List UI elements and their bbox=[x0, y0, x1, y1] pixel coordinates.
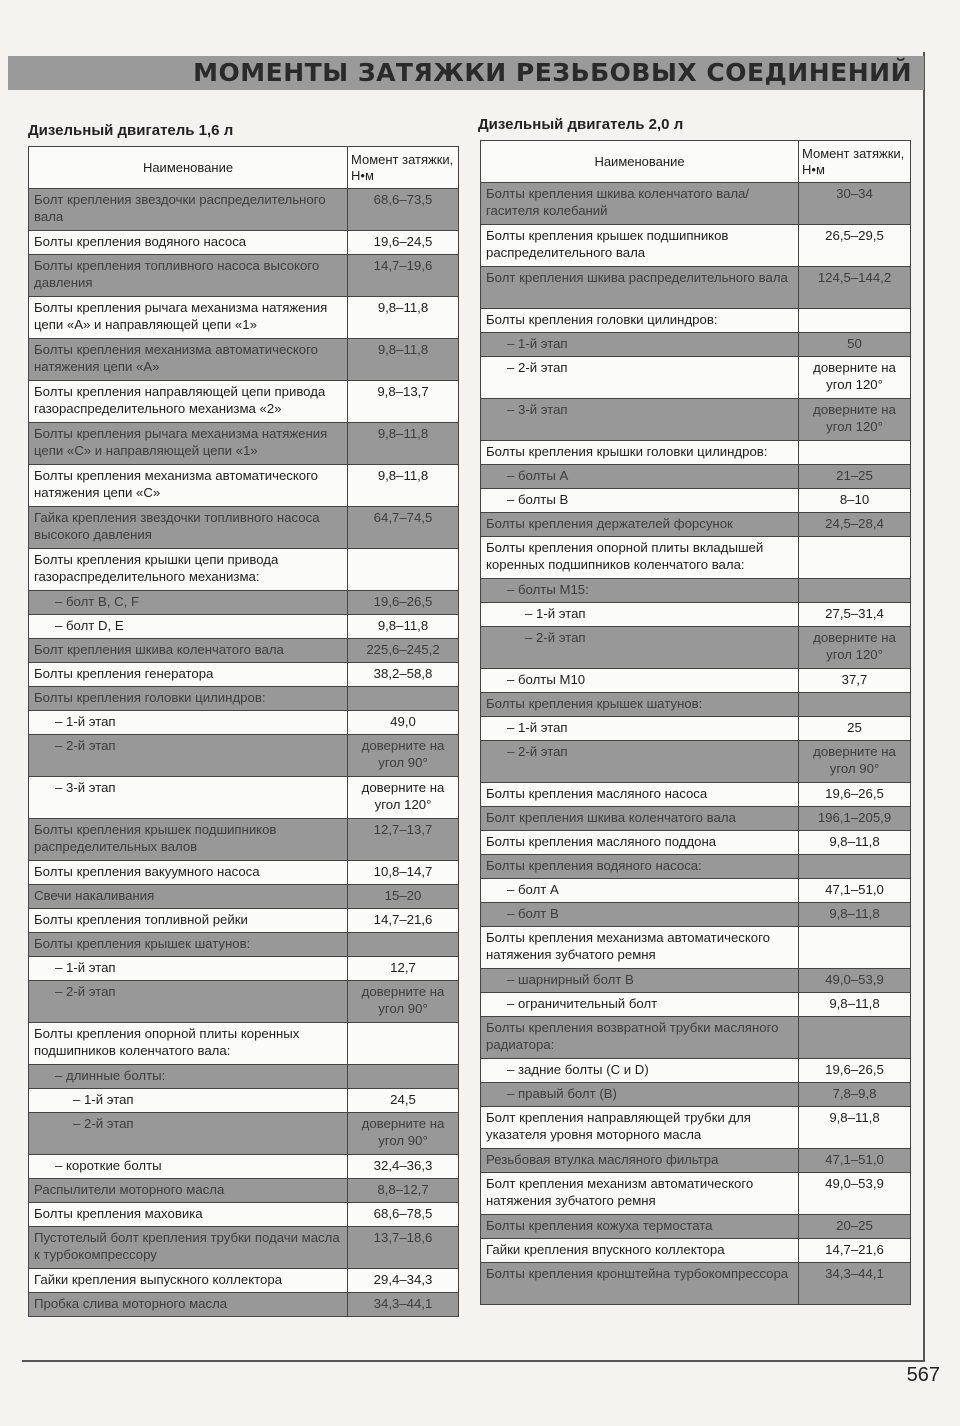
row-torque-value bbox=[799, 1017, 911, 1059]
row-torque-value: 64,7–74,5 bbox=[348, 507, 459, 549]
row-name: Болты крепления возвратной трубки масляного радиатора: bbox=[481, 1017, 799, 1059]
table-row bbox=[481, 1083, 911, 1107]
row-torque-value: 8–10 bbox=[799, 489, 911, 513]
table-row bbox=[29, 1269, 459, 1293]
row-torque-value: 15–20 bbox=[348, 885, 459, 909]
table-row bbox=[29, 957, 459, 981]
row-torque-value: 225,6–245,2 bbox=[348, 639, 459, 663]
row-name: Болты крепления масляного поддона bbox=[481, 831, 799, 855]
table-row bbox=[29, 231, 459, 255]
torque-table-1-6 bbox=[28, 146, 459, 1317]
row-torque-value: 14,7–19,6 bbox=[348, 255, 459, 297]
row-torque-value: доверните на угол 120° bbox=[799, 627, 911, 669]
column-header-torque: Момент затяжки, Н•м bbox=[799, 141, 911, 183]
table-row bbox=[29, 663, 459, 687]
row-torque-value: 47,1–51,0 bbox=[799, 1149, 911, 1173]
table-row bbox=[29, 1203, 459, 1227]
row-name: – 2-й этап bbox=[481, 357, 799, 399]
table-row bbox=[29, 1155, 459, 1179]
table-row bbox=[29, 687, 459, 711]
table-row bbox=[29, 885, 459, 909]
row-torque-value: 49,0–53,9 bbox=[799, 969, 911, 993]
row-torque-value bbox=[799, 309, 911, 333]
row-name: Болт крепления направляющей трубки для указателя уровня моторного масла bbox=[481, 1107, 799, 1149]
table-row bbox=[29, 423, 459, 465]
row-name: Болты крепления водяного насоса bbox=[29, 231, 348, 255]
row-torque-value bbox=[348, 933, 459, 957]
row-name: Болты крепления генератора bbox=[29, 663, 348, 687]
row-torque-value: 29,4–34,3 bbox=[348, 1269, 459, 1293]
row-torque-value: 68,6–78,5 bbox=[348, 1203, 459, 1227]
row-name: – 1-й этап bbox=[481, 333, 799, 357]
table-row bbox=[481, 903, 911, 927]
row-torque-value bbox=[799, 927, 911, 969]
table-row bbox=[481, 441, 911, 465]
row-torque-value: доверните на угол 90° bbox=[348, 1113, 459, 1155]
row-name: Болты крепления крышек подшипников распределительных валов bbox=[29, 819, 348, 861]
row-torque-value: доверните на угол 120° bbox=[799, 399, 911, 441]
row-name: – короткие болты bbox=[29, 1155, 348, 1179]
row-torque-value: 12,7–13,7 bbox=[348, 819, 459, 861]
table-row bbox=[481, 831, 911, 855]
row-torque-value: 49,0–53,9 bbox=[799, 1173, 911, 1215]
row-torque-value: 9,8–11,8 bbox=[799, 993, 911, 1017]
row-torque-value: 47,1–51,0 bbox=[799, 879, 911, 903]
row-torque-value: 10,8–14,7 bbox=[348, 861, 459, 885]
row-name: Болты крепления крышки головки цилиндров: bbox=[481, 441, 799, 465]
row-name: Болт крепления механизм автоматического натяжения зубчатого ремня bbox=[481, 1173, 799, 1215]
row-name: – болт B, C, F bbox=[29, 591, 348, 615]
table-row bbox=[481, 513, 911, 537]
table-row bbox=[29, 933, 459, 957]
table-row bbox=[29, 1065, 459, 1089]
table-row bbox=[29, 1023, 459, 1065]
table-row bbox=[481, 1059, 911, 1083]
row-name: – болты M10 bbox=[481, 669, 799, 693]
row-name: Болты крепления механизма автоматического натяжения зубчатого ремня bbox=[481, 927, 799, 969]
row-name: Болты крепления рычага механизма натяжения цепи «А» и направляющей цепи «1» bbox=[29, 297, 348, 339]
table-row bbox=[29, 819, 459, 861]
row-name: Болты крепления топливного насоса высокого давления bbox=[29, 255, 348, 297]
row-name: – 1-й этап bbox=[481, 603, 799, 627]
row-torque-value bbox=[799, 579, 911, 603]
row-name: – 3-й этап bbox=[29, 777, 348, 819]
row-torque-value: 49,0 bbox=[348, 711, 459, 735]
table-row bbox=[29, 777, 459, 819]
row-torque-value: 37,7 bbox=[799, 669, 911, 693]
row-name: – шарнирный болт B bbox=[481, 969, 799, 993]
row-torque-value: 20–25 bbox=[799, 1215, 911, 1239]
table-row bbox=[29, 639, 459, 663]
row-torque-value: 27,5–31,4 bbox=[799, 603, 911, 627]
row-torque-value bbox=[348, 1065, 459, 1089]
table-row bbox=[29, 507, 459, 549]
row-torque-value: 32,4–36,3 bbox=[348, 1155, 459, 1179]
header-bar bbox=[8, 56, 924, 90]
row-name: – длинные болты: bbox=[29, 1065, 348, 1089]
row-name: Болты крепления направляющей цепи привода газораспределительного механизма «2» bbox=[29, 381, 348, 423]
row-name: Болт крепления шкива коленчатого вала bbox=[481, 807, 799, 831]
row-torque-value: доверните на угол 90° bbox=[348, 981, 459, 1023]
row-torque-value: 24,5 bbox=[348, 1089, 459, 1113]
row-torque-value: 14,7–21,6 bbox=[348, 909, 459, 933]
row-name: Гайки крепления выпускного коллектора bbox=[29, 1269, 348, 1293]
row-name: Резьбовая втулка масляного фильтра bbox=[481, 1149, 799, 1173]
row-name: – 2-й этап bbox=[29, 981, 348, 1023]
table-row bbox=[29, 255, 459, 297]
row-name: Болты крепления держателей форсунок bbox=[481, 513, 799, 537]
row-name: – болты A bbox=[481, 465, 799, 489]
row-torque-value: 9,8–11,8 bbox=[348, 297, 459, 339]
table-row bbox=[29, 711, 459, 735]
row-name: Распылители моторного масла bbox=[29, 1179, 348, 1203]
row-name: Болты крепления шкива коленчатого вала/гасителя колебаний bbox=[481, 183, 799, 225]
table-row bbox=[481, 1239, 911, 1263]
row-torque-value bbox=[799, 441, 911, 465]
row-torque-value: 19,6–26,5 bbox=[348, 591, 459, 615]
table-row bbox=[481, 1173, 911, 1215]
right-section-title: Дизельный двигатель 2,0 л bbox=[478, 116, 684, 133]
table-row bbox=[481, 1215, 911, 1239]
row-name: – ограничительный болт bbox=[481, 993, 799, 1017]
table-row bbox=[29, 861, 459, 885]
row-name: – болты M15: bbox=[481, 579, 799, 603]
row-name: Болты крепления кожуха термостата bbox=[481, 1215, 799, 1239]
row-torque-value: 13,7–18,6 bbox=[348, 1227, 459, 1269]
row-torque-value: 9,8–11,8 bbox=[348, 615, 459, 639]
row-torque-value: 25 bbox=[799, 717, 911, 741]
row-torque-value: 19,6–26,5 bbox=[799, 783, 911, 807]
row-torque-value bbox=[799, 855, 911, 879]
row-torque-value bbox=[799, 537, 911, 579]
row-torque-value bbox=[348, 1023, 459, 1065]
table-row bbox=[481, 489, 911, 513]
row-torque-value: доверните на угол 90° bbox=[348, 735, 459, 777]
row-name: Болты крепления опорной плиты коренных подшипников коленчатого вала: bbox=[29, 1023, 348, 1065]
row-torque-value: 7,8–9,8 bbox=[799, 1083, 911, 1107]
row-name: – 1-й этап bbox=[29, 711, 348, 735]
table-row bbox=[29, 549, 459, 591]
row-name: – болт D, E bbox=[29, 615, 348, 639]
table-row bbox=[29, 297, 459, 339]
column-header-torque: Момент затяжки, Н•м bbox=[348, 147, 459, 189]
column-header-name: Наименование bbox=[29, 147, 348, 189]
row-name: Свечи накаливания bbox=[29, 885, 348, 909]
table-row bbox=[481, 717, 911, 741]
row-name: – 2-й этап bbox=[29, 1113, 348, 1155]
row-name: Болты крепления рычага механизма натяжения цепи «С» и направляющей цепи «1» bbox=[29, 423, 348, 465]
row-torque-value: доверните на угол 120° bbox=[799, 357, 911, 399]
row-name: – 2-й этап bbox=[481, 741, 799, 783]
row-name: Болты крепления кронштейна турбокомпрессора bbox=[481, 1263, 799, 1305]
row-name: Болты крепления крышек подшипников распределительного вала bbox=[481, 225, 799, 267]
table-row bbox=[481, 693, 911, 717]
table-row bbox=[481, 357, 911, 399]
table-row bbox=[481, 603, 911, 627]
row-name: – 1-й этап bbox=[29, 1089, 348, 1113]
table-body bbox=[481, 183, 911, 1305]
row-name: Болт крепления шкива распределительного вала bbox=[481, 267, 799, 309]
row-name: Болт крепления звездочки распределительного вала bbox=[29, 189, 348, 231]
row-torque-value bbox=[799, 693, 911, 717]
table-row bbox=[29, 465, 459, 507]
table-row bbox=[481, 399, 911, 441]
row-name: Болты крепления маховика bbox=[29, 1203, 348, 1227]
row-name: Болты крепления механизма автоматического натяжения цепи «А» bbox=[29, 339, 348, 381]
page-number: 567 bbox=[906, 1364, 940, 1386]
left-section-title: Дизельный двигатель 1,6 л bbox=[28, 122, 234, 139]
row-name: Болты крепления водяного насоса: bbox=[481, 855, 799, 879]
row-name: Болты крепления крышек шатунов: bbox=[29, 933, 348, 957]
row-name: Болты крепления топливной рейки bbox=[29, 909, 348, 933]
table-body bbox=[29, 189, 459, 1317]
row-torque-value: 30–34 bbox=[799, 183, 911, 225]
row-name: – правый болт (B) bbox=[481, 1083, 799, 1107]
row-torque-value: 196,1–205,9 bbox=[799, 807, 911, 831]
table-row bbox=[481, 1017, 911, 1059]
row-torque-value: 50 bbox=[799, 333, 911, 357]
table-row bbox=[481, 741, 911, 783]
row-torque-value: 14,7–21,6 bbox=[799, 1239, 911, 1263]
row-torque-value: 38,2–58,8 bbox=[348, 663, 459, 687]
table-row bbox=[481, 669, 911, 693]
table-row bbox=[481, 267, 911, 309]
row-name: Болты крепления крышки цепи привода газораспределительного механизма: bbox=[29, 549, 348, 591]
table-row bbox=[29, 339, 459, 381]
row-torque-value: 9,8–11,8 bbox=[348, 339, 459, 381]
table-row bbox=[29, 1179, 459, 1203]
row-name: – болты B bbox=[481, 489, 799, 513]
row-name: – задние болты (C и D) bbox=[481, 1059, 799, 1083]
table-row bbox=[481, 465, 911, 489]
row-torque-value: 9,8–11,8 bbox=[799, 831, 911, 855]
row-name: – 3-й этап bbox=[481, 399, 799, 441]
row-torque-value: 68,6–73,5 bbox=[348, 189, 459, 231]
row-torque-value bbox=[348, 549, 459, 591]
table-row bbox=[29, 1227, 459, 1269]
row-name: – 2-й этап bbox=[29, 735, 348, 777]
row-torque-value: 8,8–12,7 bbox=[348, 1179, 459, 1203]
table-row bbox=[481, 183, 911, 225]
row-torque-value: 34,3–44,1 bbox=[799, 1263, 911, 1305]
row-name: – болт B bbox=[481, 903, 799, 927]
row-torque-value: 26,5–29,5 bbox=[799, 225, 911, 267]
row-name: – 1-й этап bbox=[29, 957, 348, 981]
table-row bbox=[481, 1149, 911, 1173]
table-row bbox=[29, 615, 459, 639]
table-row bbox=[481, 579, 911, 603]
table-row bbox=[481, 783, 911, 807]
row-torque-value: 34,3–44,1 bbox=[348, 1293, 459, 1317]
row-torque-value: 9,8–11,8 bbox=[348, 465, 459, 507]
row-torque-value: 9,8–13,7 bbox=[348, 381, 459, 423]
table-row bbox=[29, 189, 459, 231]
row-name: Болты крепления головки цилиндров: bbox=[481, 309, 799, 333]
row-name: – 1-й этап bbox=[481, 717, 799, 741]
row-name: – 2-й этап bbox=[481, 627, 799, 669]
table-row bbox=[481, 537, 911, 579]
table-row bbox=[29, 381, 459, 423]
row-torque-value: 9,8–11,8 bbox=[348, 423, 459, 465]
column-header-name: Наименование bbox=[481, 141, 799, 183]
table-row bbox=[481, 969, 911, 993]
page-title: МОМЕНТЫ ЗАТЯЖКИ РЕЗЬБОВЫХ СОЕДИНЕНИЙ bbox=[193, 58, 912, 87]
row-name: Пробка слива моторного масла bbox=[29, 1293, 348, 1317]
row-name: – болт A bbox=[481, 879, 799, 903]
table-row bbox=[481, 993, 911, 1017]
row-name: Болты крепления механизма автоматического натяжения цепи «С» bbox=[29, 465, 348, 507]
row-name: Болты крепления головки цилиндров: bbox=[29, 687, 348, 711]
table-row bbox=[481, 1107, 911, 1149]
row-name: Болты крепления опорной плиты вкладышей коренных подшипников коленчатого вала: bbox=[481, 537, 799, 579]
row-name: Болт крепления шкива коленчатого вала bbox=[29, 639, 348, 663]
table-row bbox=[29, 909, 459, 933]
table-row bbox=[29, 1293, 459, 1317]
table-row bbox=[29, 1089, 459, 1113]
row-torque-value: 19,6–24,5 bbox=[348, 231, 459, 255]
row-name: Болты крепления вакуумного насоса bbox=[29, 861, 348, 885]
table-row bbox=[481, 807, 911, 831]
row-torque-value: доверните на угол 120° bbox=[348, 777, 459, 819]
row-name: Болты крепления масляного насоса bbox=[481, 783, 799, 807]
table-row bbox=[481, 309, 911, 333]
row-torque-value bbox=[348, 687, 459, 711]
table-row bbox=[481, 879, 911, 903]
table-row bbox=[481, 855, 911, 879]
row-name: Гайки крепления впускного коллектора bbox=[481, 1239, 799, 1263]
row-torque-value: 9,8–11,8 bbox=[799, 903, 911, 927]
table-row bbox=[29, 1113, 459, 1155]
row-torque-value: доверните на угол 90° bbox=[799, 741, 911, 783]
table-row bbox=[481, 927, 911, 969]
row-name: Гайка крепления звездочки топливного насоса высокого давления bbox=[29, 507, 348, 549]
row-torque-value: 124,5–144,2 bbox=[799, 267, 911, 309]
table-row bbox=[481, 1263, 911, 1305]
row-name: Болты крепления крышек шатунов: bbox=[481, 693, 799, 717]
row-torque-value: 21–25 bbox=[799, 465, 911, 489]
row-torque-value: 19,6–26,5 bbox=[799, 1059, 911, 1083]
table-row bbox=[481, 333, 911, 357]
torque-table-2-0 bbox=[480, 140, 911, 1305]
table-row bbox=[481, 225, 911, 267]
row-torque-value: 9,8–11,8 bbox=[799, 1107, 911, 1149]
table-row bbox=[29, 591, 459, 615]
row-name: Пустотелый болт крепления трубки подачи масла к турбокомпрессору bbox=[29, 1227, 348, 1269]
table-row bbox=[29, 981, 459, 1023]
row-torque-value: 12,7 bbox=[348, 957, 459, 981]
row-torque-value: 24,5–28,4 bbox=[799, 513, 911, 537]
table-row bbox=[29, 735, 459, 777]
table-row bbox=[481, 627, 911, 669]
